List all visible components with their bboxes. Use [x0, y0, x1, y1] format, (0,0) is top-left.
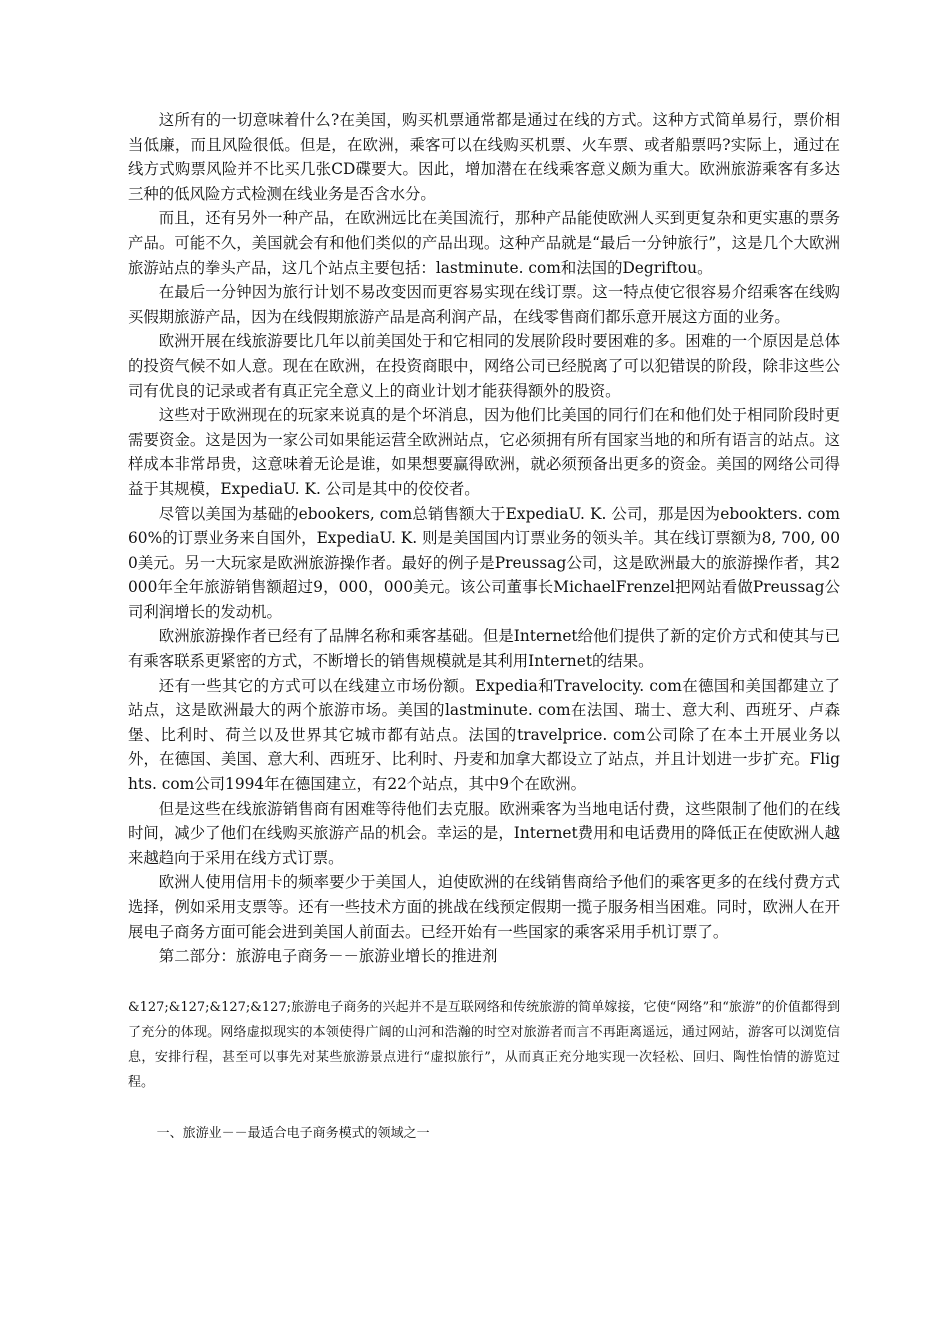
body-paragraph-4: 欧洲开展在线旅游要比几年以前美国处于和它相同的发展阶段时要困难的多。困难的一个原因是总体的投资气候不如人意。现在在欧洲，在投资商眼中，网络公司已经脱离了可以犯错误的阶段，除非这些公司有优良的记录或者有真正完全意义上的商业计划才能获得额外的股资。 [128, 332, 840, 400]
section-heading: 第二部分：旅游电子商务－－旅游业增长的推进剂 [158, 947, 498, 966]
subsection-heading: 一、旅游业－－最适合电子商务模式的领域之一 [156, 1125, 430, 1141]
body-paragraph-7: 欧洲旅游操作者已经有了品牌名称和乘客基础。但是Internet给他们提供了新的定价方式和使其与已有乘客联系更紧密的方式，不断增长的销售规模就是其利用Internet的结果。 [128, 627, 840, 671]
intro-paragraph: &127;&127;&127;&127;旅游电子商务的兴起并不是互联网络和传统旅游的简单嫁接，它使“网络”和“旅游”的价值都得到了充分的体现。网络虚拟现实的本领使得广阔的山河和浩瀚的时空对旅游者而言不再距离遥远，通过网站，游客可以浏览信息，安排行程，甚至可以事先对某些旅游景点进行“虚拟旅行”，从而真正充分地实现一次轻松、回归、陶性怡情的游览过程。 [128, 999, 840, 1090]
body-paragraph-5: 这些对于欧洲现在的玩家来说真的是个坏消息，因为他们比美国的同行们在和他们处于相同阶段时更需要资金。这是因为一家公司如果能运营全欧洲站点，它必须拥有所有国家当地的和所有语言的站点。这样成本非常昂贵，这意味着无论是谁，如果想要赢得欧洲，就必须预备出更多的资金。美国的网络公司得益于其规模，ExpediaU. K. 公司是其中的佼佼者。 [128, 406, 840, 498]
body-paragraph-1: 这所有的一切意味着什么?在美国，购买机票通常都是通过在线的方式。这种方式简单易行，票价相当低廉，而且风险很低。但是，在欧洲，乘客可以在线购买机票、火车票、或者船票吗?实际上，通过在线方式购票风险并不比买几张CD碟要大。因此，增加潜在在线乘客意义颇为重大。欧洲旅游乘客有多达三种的低风险方式检测在线业务是否含水分。 [128, 111, 840, 203]
body-paragraph-10: 欧洲人使用信用卡的频率要少于美国人，迫使欧洲的在线销售商给予他们的乘客更多的在线付费方式选择，例如采用支票等。还有一些技术方面的挑战在线预定假期一揽子服务相当困难。同时，欧洲人在开展电子商务方面可能会进到美国人前面去。已经开始有一些国家的乘客采用手机订票了。 [128, 873, 840, 941]
body-paragraph-6: 尽管以美国为基础的ebookers, com总销售额大于ExpediaU. K. 公司，那是因为ebookters. com 60%的订票业务来自国外，ExpediaU. K. 则是美国国内订票业务的领头羊。其在线订票额为8, 700, 000美元。另一大玩家是欧洲旅游操作者。最好的例子是Preussag公司，这是欧洲最大的旅游操作者，其2000年全年旅游销售额超过9，000，000美元。该公司董事长MichaelFrenzel把网站看做Preussag公司利润增长的发动机。 [128, 504, 840, 621]
document-page [128, 108, 840, 1145]
body-paragraph-2: 而且，还有另外一种产品，在欧洲远比在美国流行，那种产品能使欧洲人买到更复杂和更实惠的票务产品。可能不久，美国就会有和他们类似的产品出现。这种产品就是“最后一分钟旅行”，这是几个大欧洲旅游站点的拳头产品，这几个站点主要包括：lastminute. com和法国的Degriftou。 [128, 209, 840, 277]
body-paragraph-8: 还有一些其它的方式可以在线建立市场份额。Expedia和Travelocity. com在德国和美国都建立了站点，这是欧洲最大的两个旅游市场。美国的lastminute. com在法国、瑞士、意大利、西班牙、卢森堡、比利时、荷兰以及世界其它城市都有站点。法国的travelprice. com公司除了在本土开展业务以外，在德国、美国、意大利、西班牙、比利时、丹麦和加拿大都设立了站点，并且计划进一步扩充。Flights. com公司1994年在德国建立，有22个站点，其中9个在欧洲。 [128, 676, 840, 794]
body-paragraph-3: 在最后一分钟因为旅行计划不易改变因而更容易实现在线订票。这一特点使它很容易介绍乘客在线购买假期旅游产品，因为在线假期旅游产品是高利润产品，在线零售商们都乐意开展这方面的业务。 [128, 283, 840, 326]
body-paragraph-9: 但是这些在线旅游销售商有困难等待他们去克服。欧洲乘客为当地电话付费，这些限制了他们的在线时间，减少了他们在线购买旅游产品的机会。幸运的是，Internet费用和电话费用的降低正在使欧洲人越来越趋向于采用在线方式订票。 [128, 799, 840, 867]
